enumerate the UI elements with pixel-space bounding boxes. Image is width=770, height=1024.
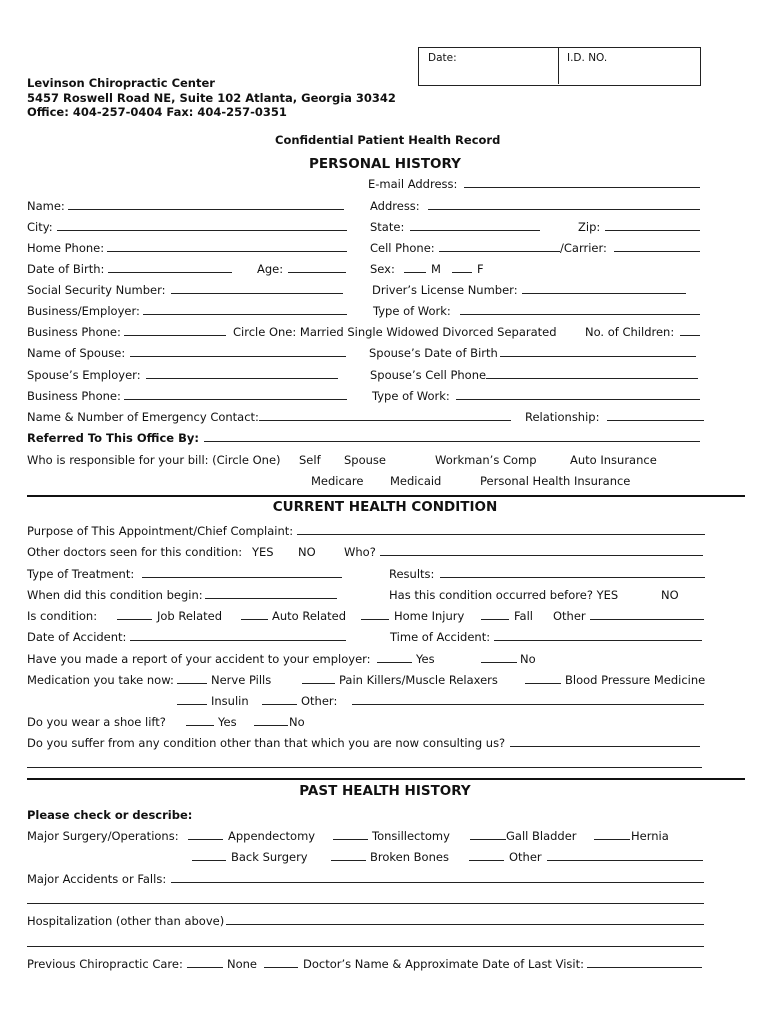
home-injury-field[interactable] bbox=[361, 619, 389, 620]
children-field[interactable] bbox=[680, 335, 700, 336]
spouse-dob-label: Spouse’s Date of Birth bbox=[369, 346, 498, 360]
hospitalization-label: Hospitalization (other than above) bbox=[27, 914, 225, 928]
section-divider-2 bbox=[27, 778, 745, 780]
city-label: City: bbox=[27, 220, 53, 234]
children-label: No. of Children: bbox=[585, 325, 675, 339]
report-yes-field[interactable] bbox=[377, 662, 412, 663]
other-med-field[interactable] bbox=[352, 704, 704, 705]
appendectomy-label: Appendectomy bbox=[228, 829, 316, 843]
clinic-address: 5457 Roswell Road NE, Suite 102 Atlanta, Georgia 30342 bbox=[27, 91, 396, 105]
name-label: Name: bbox=[27, 199, 65, 213]
zip-field[interactable] bbox=[605, 230, 700, 231]
broken-bones-field[interactable] bbox=[331, 860, 366, 861]
sex-label: Sex: bbox=[370, 262, 395, 276]
bp-medicine-field[interactable] bbox=[525, 683, 561, 684]
results-field[interactable] bbox=[440, 577, 705, 578]
insulin-field[interactable] bbox=[177, 704, 207, 705]
referred-field[interactable] bbox=[204, 441, 700, 442]
pain-killers-label: Pain Killers/Muscle Relaxers bbox=[339, 673, 498, 687]
spouse-type-of-work-label: Type of Work: bbox=[372, 389, 450, 403]
who-field[interactable] bbox=[380, 555, 703, 556]
gall-bladder-label: Gall Bladder bbox=[506, 829, 577, 843]
accidents-label: Major Accidents or Falls: bbox=[27, 872, 167, 886]
job-related-label: Job Related bbox=[157, 609, 223, 623]
pain-killers-field[interactable] bbox=[302, 683, 335, 684]
referred-label: Referred To This Office By: bbox=[27, 431, 199, 445]
treatment-field[interactable] bbox=[142, 577, 342, 578]
spouse-cell-field[interactable] bbox=[486, 378, 698, 379]
other-doctors-no[interactable]: NO bbox=[298, 545, 316, 559]
current-condition-heading: CURRENT HEALTH CONDITION bbox=[272, 499, 498, 515]
option-auto-insurance[interactable]: Auto Insurance bbox=[570, 453, 657, 467]
name-field[interactable] bbox=[68, 209, 344, 210]
is-condition-label: Is condition: bbox=[27, 609, 98, 623]
option-self[interactable]: Self bbox=[299, 453, 321, 467]
option-medicaid[interactable]: Medicaid bbox=[390, 474, 442, 488]
carrier-field[interactable] bbox=[614, 251, 700, 252]
back-surgery-field[interactable] bbox=[192, 860, 226, 861]
hospitalization-field-line-2[interactable] bbox=[27, 946, 704, 947]
drivers-license-label: Driver’s License Number: bbox=[372, 283, 518, 297]
who-label: Who? bbox=[344, 545, 376, 559]
drivers-license-field[interactable] bbox=[522, 293, 686, 294]
address-field[interactable] bbox=[428, 209, 700, 210]
hospitalization-field[interactable] bbox=[226, 924, 704, 925]
occurred-before-no[interactable]: NO bbox=[661, 588, 679, 602]
clinic-name: Levinson Chiropractic Center bbox=[27, 76, 215, 90]
accidents-field-line-2[interactable] bbox=[27, 903, 704, 904]
employer-field[interactable] bbox=[143, 314, 347, 315]
treatment-label: Type of Treatment: bbox=[27, 567, 135, 581]
spouse-employer-field[interactable] bbox=[146, 378, 338, 379]
other-doctors-label: Other doctors seen for this condition: bbox=[27, 545, 243, 559]
option-personal-health-insurance[interactable]: Personal Health Insurance bbox=[480, 474, 631, 488]
chiropractic-none-label: None bbox=[227, 957, 258, 971]
type-of-work-field[interactable] bbox=[460, 314, 700, 315]
state-field[interactable] bbox=[410, 230, 540, 231]
condition-begin-label: When did this condition begin: bbox=[27, 588, 203, 602]
sex-m-label: M bbox=[431, 262, 441, 276]
shoe-lift-no-field[interactable] bbox=[254, 725, 288, 726]
shoe-lift-yes-label: Yes bbox=[218, 715, 237, 729]
spouse-cell-label: Spouse’s Cell Phone bbox=[370, 368, 487, 382]
sex-f-field[interactable] bbox=[452, 272, 472, 273]
spouse-employer-label: Spouse’s Employer: bbox=[27, 368, 141, 382]
report-no-label: No bbox=[520, 652, 536, 666]
home-phone-label: Home Phone: bbox=[27, 241, 105, 255]
fall-label: Fall bbox=[514, 609, 533, 623]
insulin-label: Insulin bbox=[211, 694, 249, 708]
age-field[interactable] bbox=[288, 272, 346, 273]
auto-related-field[interactable] bbox=[241, 619, 268, 620]
accident-time-label: Time of Accident: bbox=[390, 630, 491, 644]
accidents-field[interactable] bbox=[171, 882, 704, 883]
purpose-field[interactable] bbox=[297, 534, 705, 535]
business-phone-field[interactable] bbox=[124, 335, 226, 336]
emergency-contact-field[interactable] bbox=[259, 420, 511, 421]
hernia-field[interactable] bbox=[594, 839, 630, 840]
employer-label: Business/Employer: bbox=[27, 304, 140, 318]
other-surgery-checkbox-field[interactable] bbox=[469, 860, 504, 861]
cell-phone-label: Cell Phone: bbox=[370, 241, 435, 255]
other-condition-field[interactable] bbox=[510, 746, 700, 747]
relationship-field[interactable] bbox=[607, 420, 704, 421]
hernia-label: Hernia bbox=[631, 829, 669, 843]
chiropractic-none-field[interactable] bbox=[187, 967, 223, 968]
dob-field[interactable] bbox=[108, 272, 232, 273]
option-spouse[interactable]: Spouse bbox=[344, 453, 386, 467]
date-label: Date: bbox=[428, 52, 457, 64]
business-phone-label: Business Phone: bbox=[27, 325, 121, 339]
home-phone-field[interactable] bbox=[107, 251, 347, 252]
option-workmans-comp[interactable]: Workman’s Comp bbox=[435, 453, 537, 467]
age-label: Age: bbox=[257, 262, 284, 276]
condition-begin-field[interactable] bbox=[205, 598, 337, 599]
carrier-label: /Carrier: bbox=[560, 241, 607, 255]
results-label: Results: bbox=[389, 567, 435, 581]
report-no-field[interactable] bbox=[481, 662, 517, 663]
report-label: Have you made a report of your accident to your employer: bbox=[27, 652, 371, 666]
back-surgery-label: Back Surgery bbox=[231, 850, 308, 864]
id-number-label: I.D. NO. bbox=[567, 52, 608, 64]
chiropractic-care-label: Previous Chiropractic Care: bbox=[27, 957, 183, 971]
shoe-lift-yes-field[interactable] bbox=[186, 725, 214, 726]
other-med-checkbox-field[interactable] bbox=[262, 704, 297, 705]
option-medicare[interactable]: Medicare bbox=[311, 474, 364, 488]
medication-label: Medication you take now: bbox=[27, 673, 174, 687]
state-label: State: bbox=[370, 220, 405, 234]
accident-date-label: Date of Accident: bbox=[27, 630, 127, 644]
id-box-divider bbox=[558, 47, 559, 84]
relationship-label: Relationship: bbox=[525, 410, 600, 424]
nerve-pills-field[interactable] bbox=[177, 683, 207, 684]
check-instruction: Please check or describe: bbox=[27, 808, 193, 822]
other-surgery-label: Other bbox=[509, 850, 542, 864]
other-condition-label: Do you suffer from any condition other than that which you are now consulting us? bbox=[27, 736, 506, 750]
marital-status-options[interactable]: Circle One: Married Single Widowed Divorced Separated bbox=[233, 325, 557, 339]
type-of-work-label: Type of Work: bbox=[373, 304, 451, 318]
tonsillectomy-field[interactable] bbox=[333, 839, 368, 840]
email-label: E-mail Address: bbox=[368, 177, 458, 191]
other-cause-field[interactable] bbox=[590, 619, 704, 620]
nerve-pills-label: Nerve Pills bbox=[211, 673, 272, 687]
accident-date-field[interactable] bbox=[130, 640, 346, 641]
other-doctors-yes[interactable]: YES bbox=[252, 545, 274, 559]
spouse-name-field[interactable] bbox=[130, 356, 346, 357]
home-injury-label: Home Injury bbox=[394, 609, 465, 623]
other-cause-label: Other bbox=[553, 609, 586, 623]
zip-label: Zip: bbox=[578, 220, 601, 234]
shoe-lift-no-label: No bbox=[289, 715, 305, 729]
ssn-label: Social Security Number: bbox=[27, 283, 166, 297]
emergency-contact-label: Name & Number of Emergency Contact: bbox=[27, 410, 259, 424]
gall-bladder-field[interactable] bbox=[470, 839, 506, 840]
sex-m-field[interactable] bbox=[404, 272, 426, 273]
auto-related-label: Auto Related bbox=[272, 609, 347, 623]
doctor-visit-label: Doctor’s Name & Approximate Date of Last Visit: bbox=[303, 957, 584, 971]
spouse-business-phone-label: Business Phone: bbox=[27, 389, 121, 403]
city-field[interactable] bbox=[57, 230, 347, 231]
bp-medicine-label: Blood Pressure Medicine bbox=[565, 673, 706, 687]
doctor-visit-field[interactable] bbox=[587, 967, 702, 968]
sex-f-label: F bbox=[477, 262, 484, 276]
dob-label: Date of Birth: bbox=[27, 262, 105, 276]
accident-time-field[interactable] bbox=[494, 640, 702, 641]
id-number-field[interactable] bbox=[560, 64, 696, 82]
job-related-field[interactable] bbox=[117, 619, 152, 620]
shoe-lift-label: Do you wear a shoe lift? bbox=[27, 715, 166, 729]
other-condition-field-line-2[interactable] bbox=[27, 767, 702, 768]
form-title: Confidential Patient Health Record bbox=[275, 133, 501, 147]
appendectomy-field[interactable] bbox=[188, 839, 223, 840]
responsible-label: Who is responsible for your bill: (Circle One) bbox=[27, 453, 281, 467]
spouse-business-phone-field[interactable] bbox=[124, 399, 347, 400]
surgery-label: Major Surgery/Operations: bbox=[27, 829, 179, 843]
date-field[interactable] bbox=[420, 64, 556, 82]
address-label: Address: bbox=[370, 199, 420, 213]
personal-history-heading: PERSONAL HISTORY bbox=[309, 156, 461, 172]
purpose-label: Purpose of This Appointment/Chief Complaint: bbox=[27, 524, 294, 538]
clinic-contact: Office: 404-257-0404 Fax: 404-257-0351 bbox=[27, 105, 287, 119]
occurred-before-yes[interactable]: Has this condition occurred before? YES bbox=[389, 588, 619, 602]
other-med-label: Other: bbox=[301, 694, 338, 708]
broken-bones-label: Broken Bones bbox=[370, 850, 449, 864]
ssn-field[interactable] bbox=[171, 293, 343, 294]
tonsillectomy-label: Tonsillectomy bbox=[372, 829, 450, 843]
fall-field[interactable] bbox=[481, 619, 509, 620]
other-surgery-field[interactable] bbox=[547, 860, 703, 861]
spouse-name-label: Name of Spouse: bbox=[27, 346, 126, 360]
cell-phone-field[interactable] bbox=[439, 251, 560, 252]
email-field[interactable] bbox=[464, 187, 700, 188]
spouse-dob-field[interactable] bbox=[500, 356, 696, 357]
past-history-heading: PAST HEALTH HISTORY bbox=[299, 783, 471, 799]
report-yes-label: Yes bbox=[416, 652, 435, 666]
spouse-type-of-work-field[interactable] bbox=[456, 399, 700, 400]
chiropractic-yes-field[interactable] bbox=[264, 967, 298, 968]
section-divider bbox=[27, 495, 745, 497]
